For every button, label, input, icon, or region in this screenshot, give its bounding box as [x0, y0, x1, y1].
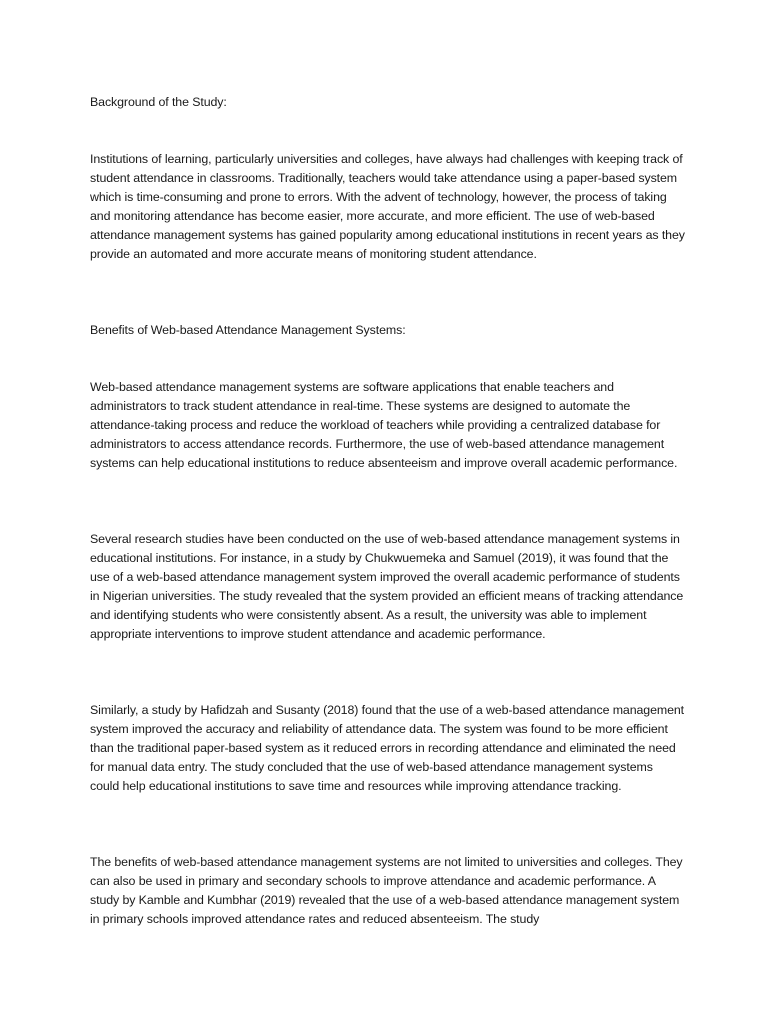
section-heading-benefits: Benefits of Web-based Attendance Management Systems:	[90, 323, 406, 337]
paragraph-benefits-2: Several research studies have been conducted on the use of web-based attendance management systems in educational institutions. For instance, in a study by Chukwuemeka and Samuel (2019), it was found that the use of a web-based attendance management system improved the overall academic performance of students in Nigerian universities. The study revealed that the system provided an efficient means of tracking attendance and identifying students who were consistently absent. As a result, the university was able to implement appropriate interventions to improve student attendance and academic performance.	[90, 532, 684, 641]
paragraph-benefits-3: Similarly, a study by Hafidzah and Susanty (2018) found that the use of a web-based attendance management system improved the accuracy and reliability of attendance data. The system was found to be more efficient than the traditional paper-based system as it reduced errors in recording attendance and eliminated the need for manual data entry. The study concluded that the use of web-based attendance management systems could help educational institutions to save time and resources while improving attendance tracking.	[90, 703, 685, 793]
paragraph-background: Institutions of learning, particularly universities and colleges, have always had challenges with keeping track of student attendance in classrooms. Traditionally, teachers would take attendance using a paper-based system which is time-consuming and prone to errors. With the advent of technology, however, the process of taking and monitoring attendance has become easier, more accurate, and more efficient. The use of web-based attendance management systems has gained popularity among educational institutions in recent years as they provide an automated and more accurate means of monitoring student attendance.	[90, 152, 685, 261]
paragraph-benefits-1: Web-based attendance management systems are software applications that enable teachers and administrators to track student attendance in real-time. These systems are designed to automate the attendance-taking process and reduce the workload of teachers while providing a centralized database for administrators to access attendance records. Furthermore, the use of web-based attendance management systems can help educational institutions to reduce absenteeism and improve overall academic performance.	[90, 380, 678, 470]
paragraph-benefits-4: The benefits of web-based attendance management systems are not limited to universities and colleges. They can also be used in primary and secondary schools to improve attendance and academic performance. A study by Kamble and Kumbhar (2019) revealed that the use of a web-based attendance management system in primary schools improved attendance rates and reduced absenteeism. The study	[90, 855, 683, 926]
section-heading-background: Background of the Study:	[90, 95, 227, 109]
